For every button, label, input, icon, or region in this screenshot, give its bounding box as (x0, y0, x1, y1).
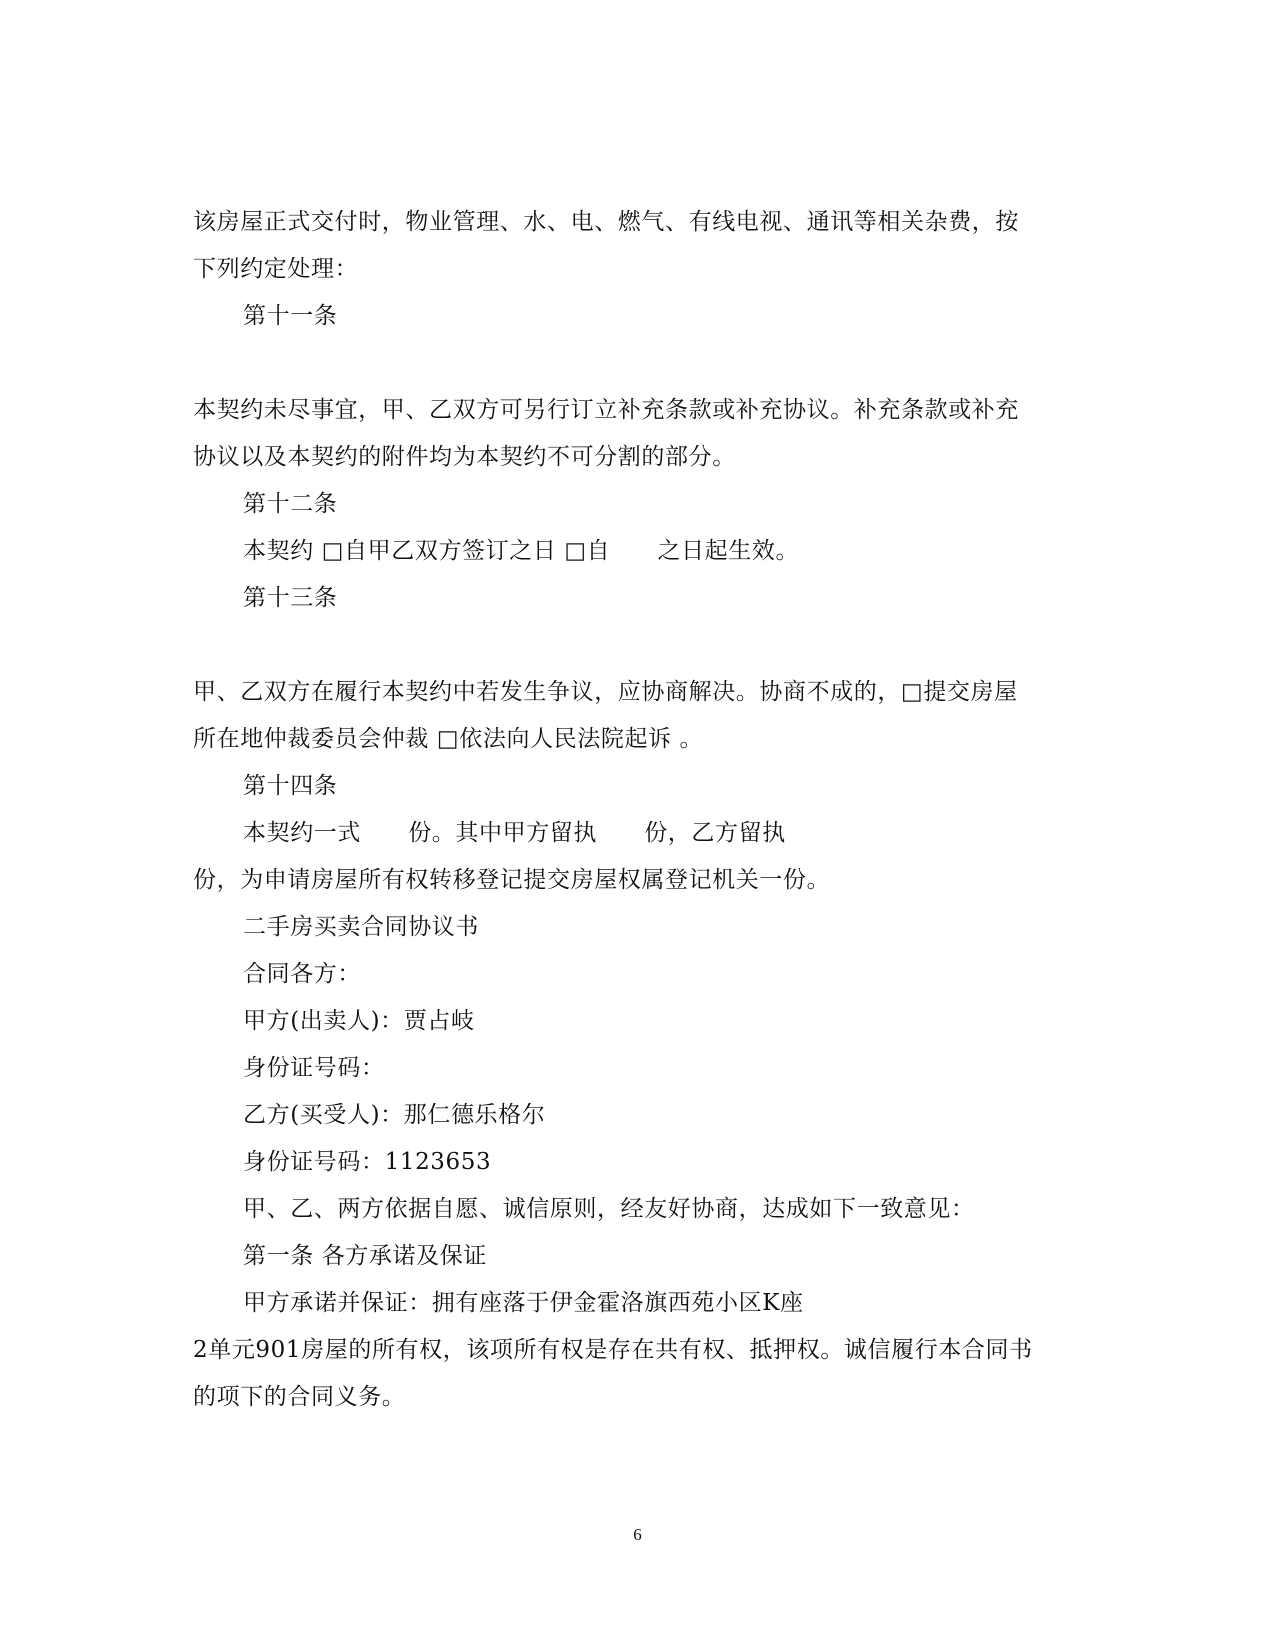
paragraph-line: 的项下的合同义务。 (193, 1384, 406, 1410)
party-a-line: 甲方(出卖人)：贾占岐 (243, 1008, 475, 1034)
id-number-line: 身份证号码：1123653 (243, 1149, 492, 1175)
article-heading: 第十一条 (243, 303, 338, 329)
paragraph-line: 合同各方： (243, 961, 361, 987)
article-heading: 第十二条 (243, 491, 338, 517)
contract-title: 二手房买卖合同协议书 (243, 914, 479, 940)
paragraph-line: 甲方承诺并保证：拥有座落于伊金霍洛旗西苑小区K座 (243, 1290, 804, 1316)
paragraph-line: 下列约定处理： (193, 256, 359, 282)
paragraph-line: 甲、乙双方在履行本契约中若发生争议，应协商解决。协商不成的，□提交房屋 (193, 679, 1018, 705)
party-b-line: 乙方(买受人)：那仁德乐格尔 (243, 1102, 546, 1128)
paragraph-line: 本契约一式 份。其中甲方留执 份，乙方留执 (243, 820, 786, 846)
paragraph-line: 协议以及本契约的附件均为本契约不可分割的部分。 (193, 444, 736, 470)
id-number-line: 身份证号码： (243, 1055, 385, 1081)
page-number: 6 (633, 1525, 642, 1544)
paragraph-line: 本契约未尽事宜，甲、乙双方可另行订立补充条款或补充协议。补充条款或补充 (193, 397, 1019, 423)
paragraph-line: 本契约 □自甲乙双方签订之日 □自 之日起生效。 (243, 538, 800, 564)
paragraph-line: 甲、乙、两方依据自愿、诚信原则，经友好协商，达成如下一致意见： (243, 1196, 975, 1222)
paragraph-line: 该房屋正式交付时，物业管理、水、电、燃气、有线电视、通讯等相关杂费，按 (193, 209, 1019, 235)
article-heading: 第十三条 (243, 585, 338, 611)
paragraph-line: 所在地仲裁委员会仲裁 □依法向人民法院起诉 。 (193, 726, 704, 752)
article-heading: 第一条 各方承诺及保证 (243, 1243, 487, 1269)
paragraph-line: 2单元901房屋的所有权，该项所有权是存在共有权、抵押权。诚信履行本合同书 (193, 1337, 1033, 1363)
article-heading: 第十四条 (243, 773, 338, 799)
paragraph-line: 份，为申请房屋所有权转移登记提交房屋权属登记机关一份。 (193, 867, 831, 893)
